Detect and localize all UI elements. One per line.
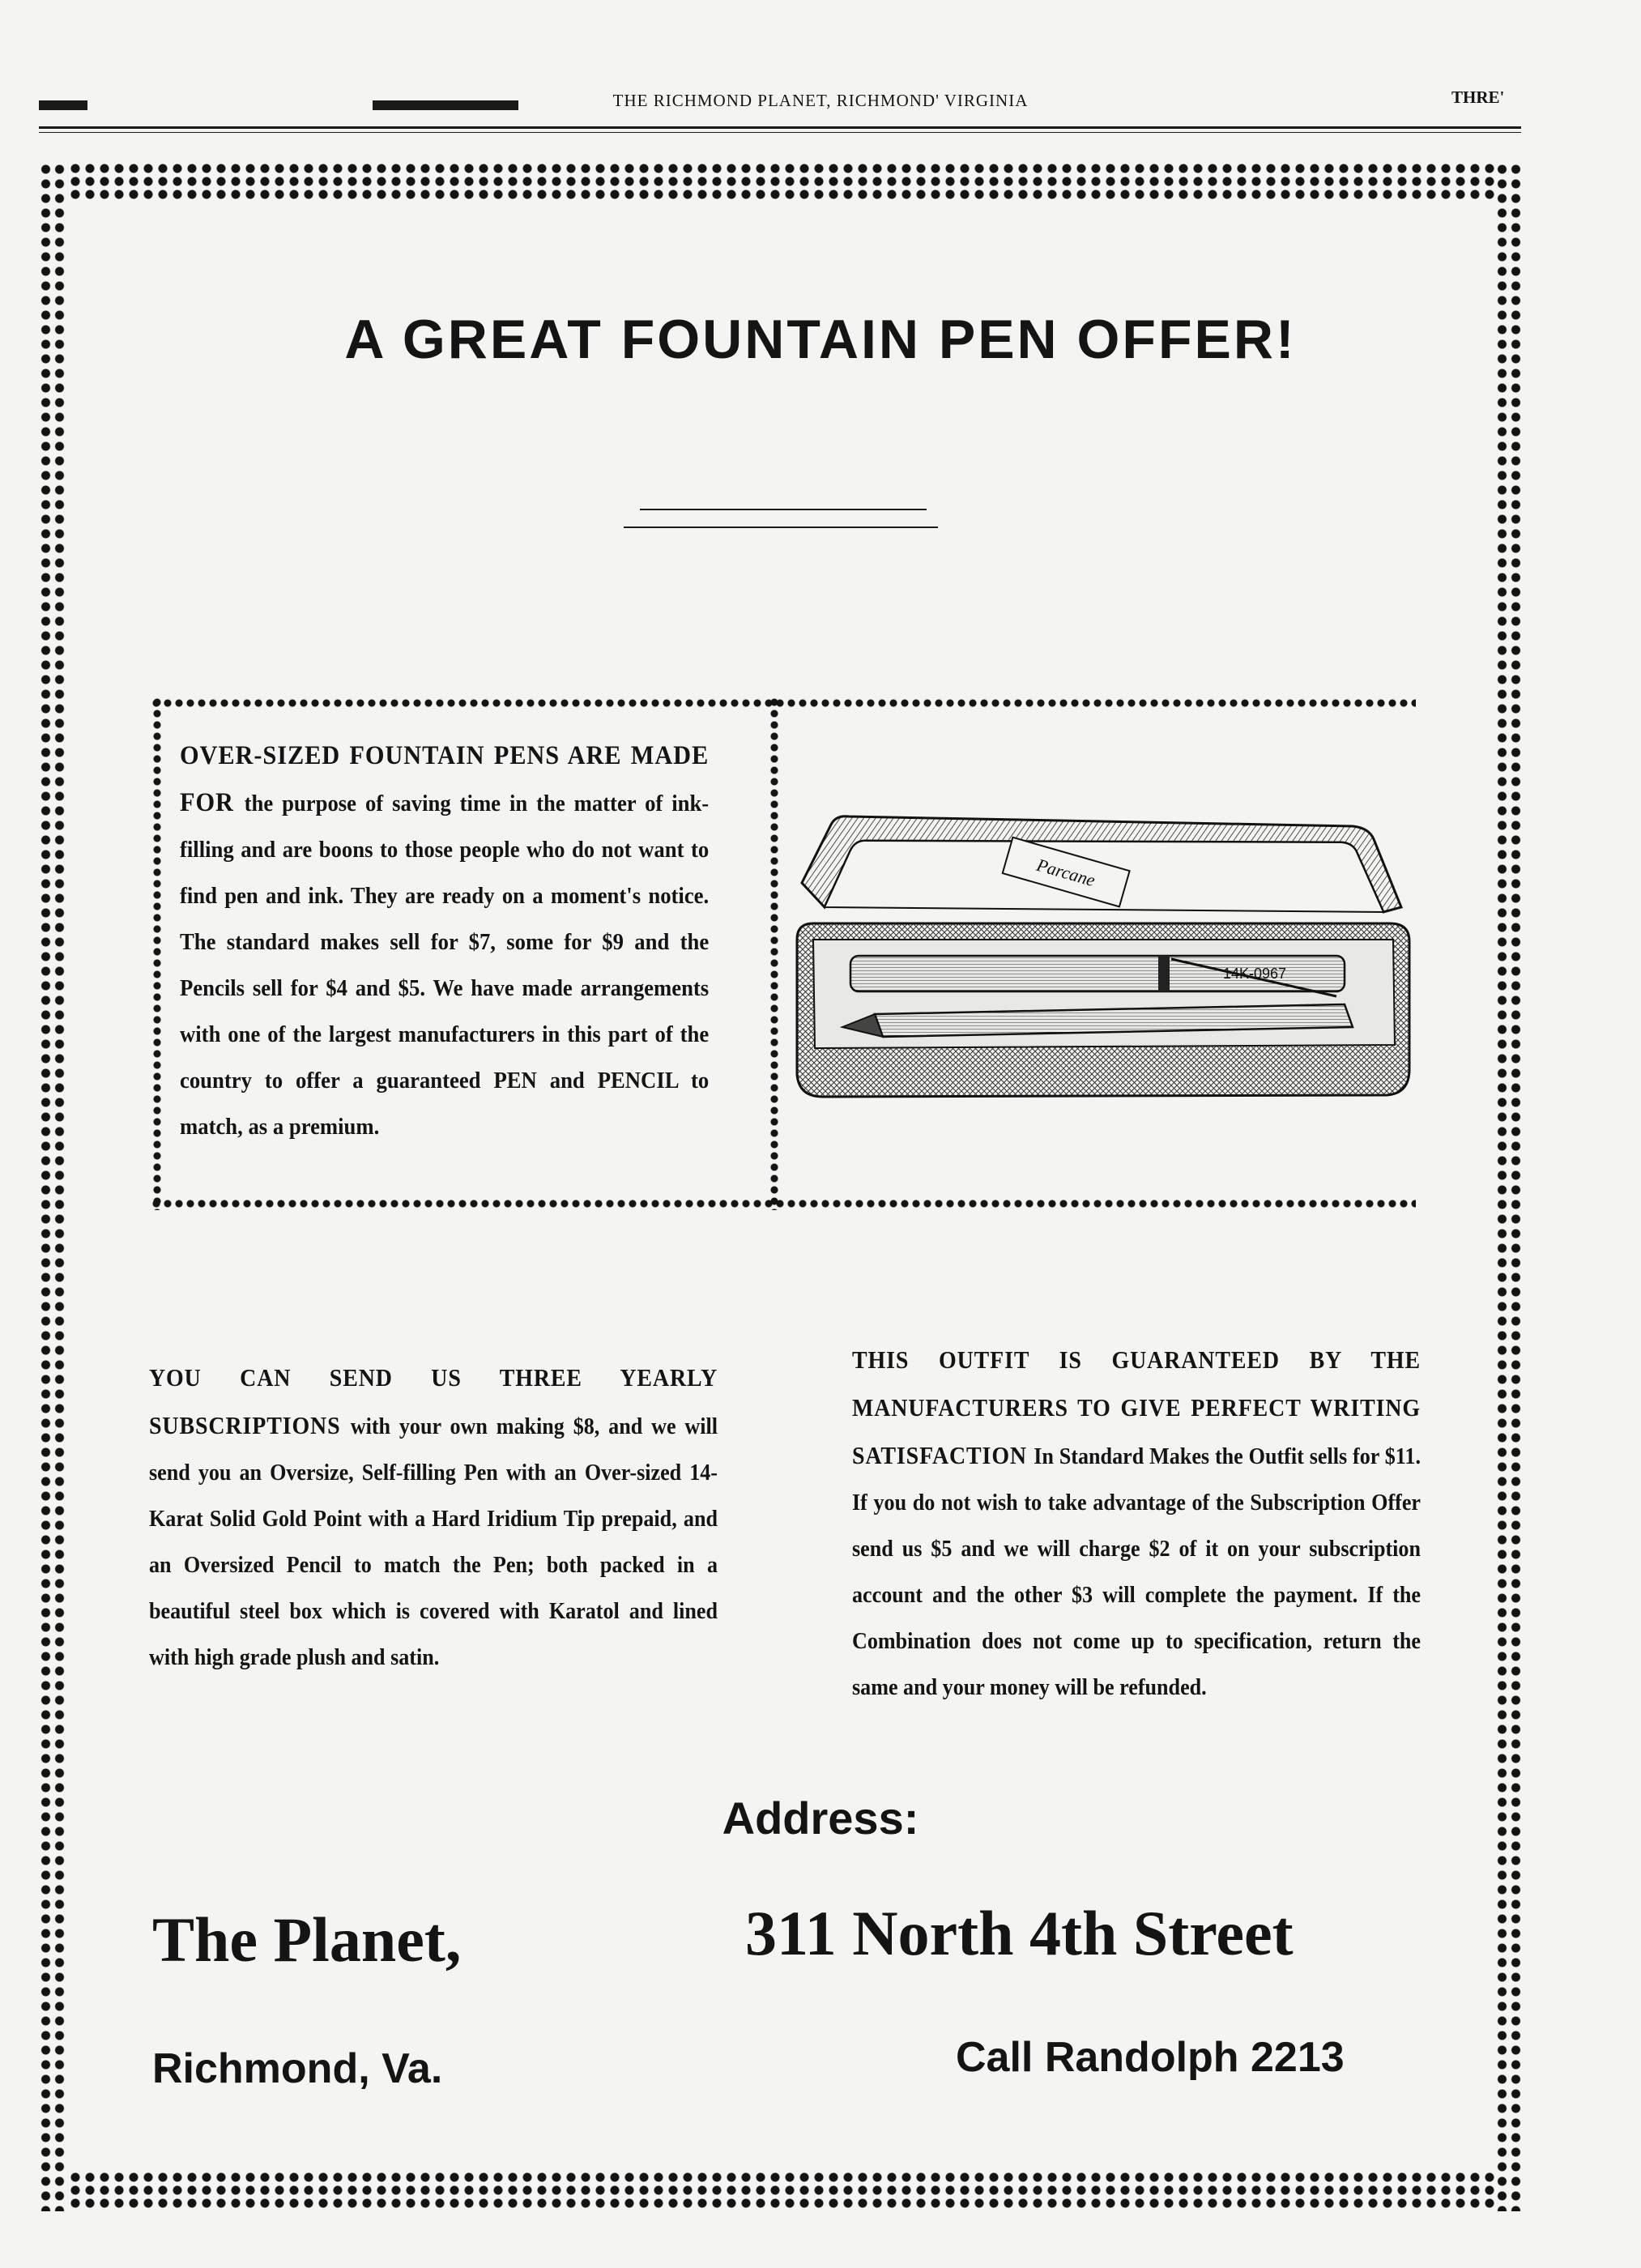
- masthead-page-label: THRE': [1451, 87, 1505, 107]
- intro-lead: OVER-SIZED FOUNTAIN PENS ARE MADE FOR: [180, 741, 710, 817]
- guarantee-column: [852, 1336, 1421, 1711]
- headline: A GREAT FOUNTAIN PEN OFFER!: [344, 309, 1297, 370]
- subscription-offer-column: [149, 1354, 718, 1681]
- intro-body: the purpose of saving time in the matter of ink-filling and are boons to those people who do not want to find pen and ink. They are ready on a moment's notice. The standard makes sell for $7, some for $9 and the Pencils sell for $4 and $5. We have made arrangements with one of the largest manufacturers in this part of the country to offer a guaranteed PEN and PENCIL to match, as a premium.: [180, 791, 710, 1140]
- address-name: The Planet,: [152, 1904, 462, 1975]
- guarantee-body: In Standard Makes the Outfit sells for $11. If you do not wish to take advantage of the Subscription Offer send us $5 and we will charge $2 of it on your subscription account and the other $3 will complete the payment. If the Combination does not come up to specification, return the same and your money will be refunded.: [852, 1443, 1421, 1700]
- ornament-border-right: [1495, 162, 1523, 2211]
- lid-brand-text: Parcane: [1034, 854, 1098, 891]
- intro-paragraph: [180, 733, 709, 1150]
- headline-rule-bottom: [624, 526, 938, 528]
- ornament-border-bottom: [39, 2171, 1523, 2211]
- ad-frame-divider: [768, 697, 781, 1210]
- ad-frame-left: [151, 697, 164, 1210]
- guarantee-lead: THIS OUTFIT IS GUARANTEED BY THE MANUFACTURERS TO GIVE PERFECT WRITING SATISFACTION: [852, 1345, 1421, 1469]
- address-city: Richmond, Va.: [152, 2045, 443, 2092]
- masthead-rule-bottom: [39, 132, 1521, 133]
- masthead-title: THE RICHMOND PLANET, RICHMOND' VIRGINIA: [612, 91, 1029, 110]
- ad-frame-bottom: [151, 1197, 1416, 1210]
- ad-frame-top: [151, 697, 1416, 710]
- address-phone: Call Randolph 2213: [956, 2034, 1345, 2081]
- subscription-offer-body: with your own making $8, and we will send you an Oversize, Self-filling Pen with an Over-sized 14-Karat Solid Gold Point with a Hard Iridium Tip prepaid, and an Oversized Pencil to match the Pen; both packed in a beautiful steel box which is covered with Karatol and lined with high grade plush and satin.: [149, 1413, 718, 1670]
- masthead-rule-top: [39, 126, 1521, 129]
- ornament-border-top: [39, 162, 1523, 202]
- pen-case-illustration: [786, 802, 1417, 1110]
- address-street: 311 North 4th Street: [745, 1898, 1294, 1968]
- ornament-border-left: [39, 162, 66, 2211]
- subscription-offer-lead: YOU CAN SEND US THREE YEARLY SUBSCRIPTIONS: [149, 1363, 718, 1439]
- address-label: Address:: [722, 1793, 919, 1844]
- pen-imprint: 14K-0967: [1223, 966, 1287, 982]
- headline-rule-top: [640, 509, 927, 510]
